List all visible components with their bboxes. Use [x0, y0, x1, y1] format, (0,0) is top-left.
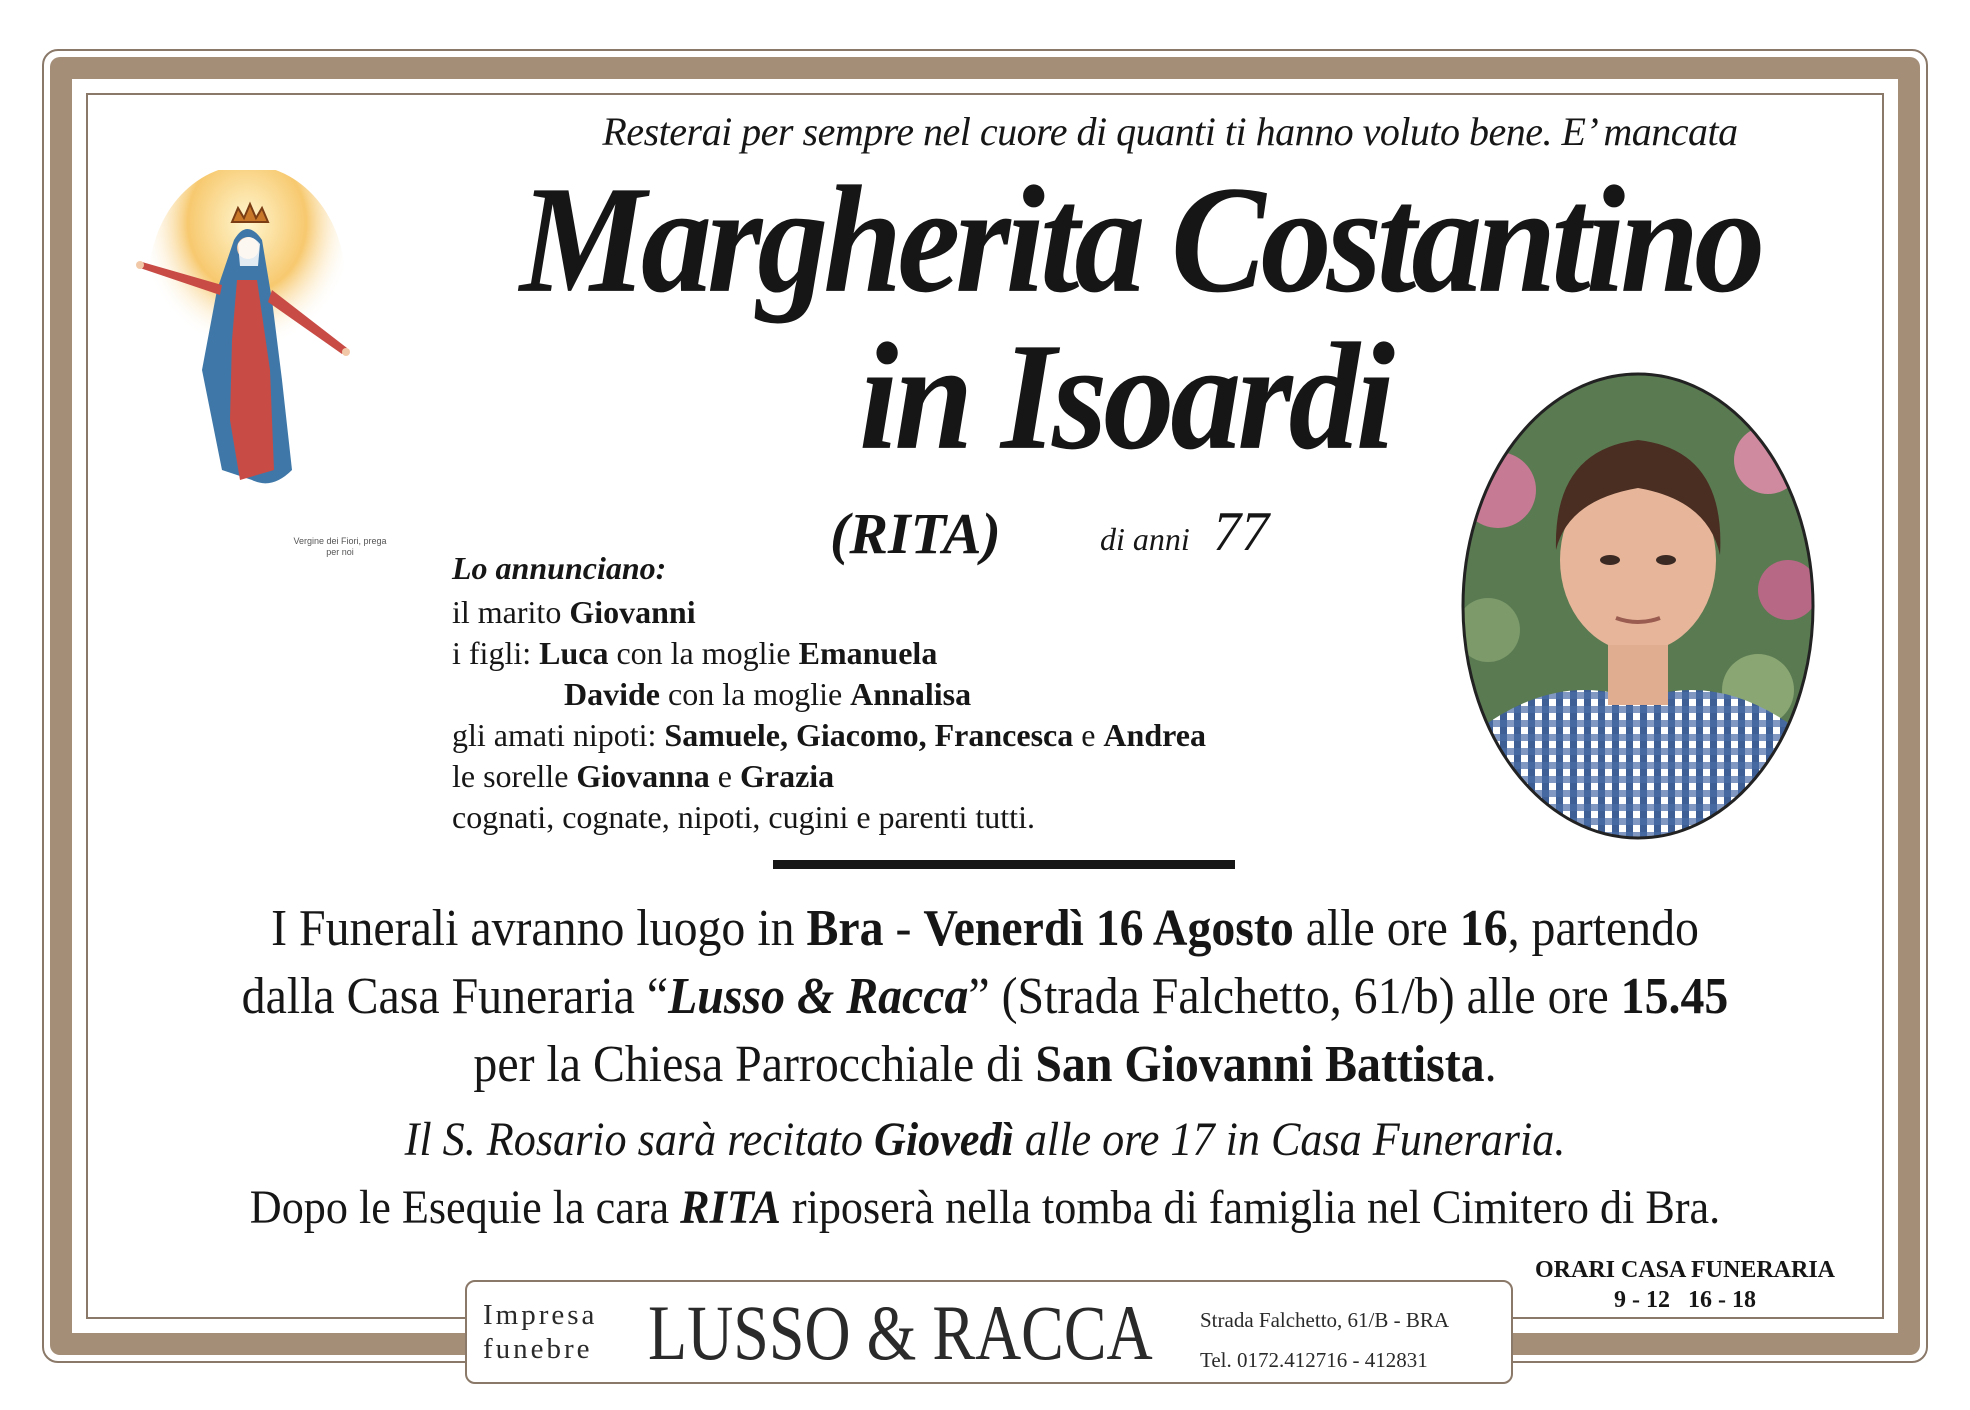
company-contact — [1200, 1300, 1449, 1380]
hours-values: 9 - 12 16 - 18 — [1614, 1287, 1756, 1313]
announcement-line: le sorelle Giovanna e Grazia — [452, 758, 835, 794]
company-phone: Tel. 0172.412716 - 412831 — [1200, 1348, 1428, 1372]
announcement-line: gli amati nipoti: Samuele, Giacomo, Francesca e Andrea — [452, 717, 1206, 753]
announcement-line: il marito Giovanni — [452, 594, 696, 630]
announcement-line: i figli: Luca con la moglie Emanuela — [452, 635, 938, 671]
image-caption: Vergine dei Fiori, prega per noi — [293, 536, 387, 557]
madonna-image — [122, 170, 372, 530]
announcement-line: cognati, cognate, nipoti, cugini e parenti tutti. — [452, 799, 1035, 835]
funeral-line-2: dalla Casa Funeraria “Lusso & Racca” (Strada Falchetto, 61/b) alle ore 15.45 — [241, 968, 1729, 1025]
deceased-name: Margherita Costantino — [519, 153, 1761, 325]
nickname: (RITA) — [830, 501, 1001, 566]
burial-notice: Dopo le Esequie la cara RITA riposerà nella tomba di famiglia nel Cimitero di Bra. — [249, 1181, 1721, 1234]
announcement-list — [452, 592, 1206, 838]
company-type: Impresa funebre — [483, 1299, 598, 1365]
rosary-notice: Il S. Rosario sarà recitato Giovedì alle ore 17 in Casa Funeraria. — [404, 1113, 1566, 1166]
company-brand: LUSSO & RACCA — [648, 1289, 1153, 1376]
married-name: in Isoardi — [858, 310, 1392, 482]
intro-text: Resterai per sempre nel cuore di quanti ti hanno voluto bene. E’ mancata — [602, 109, 1738, 154]
divider-rule — [773, 860, 1235, 869]
age-value: 77 — [1213, 501, 1269, 563]
funeral-line-3: per la Chiesa Parrocchiale di San Giovanni Battista. — [473, 1036, 1497, 1093]
funeral-line-1: I Funerali avranno luogo in Bra - Venerdì 16 Agosto alle ore 16, partendo — [271, 900, 1699, 957]
funeral-home-hours — [1510, 1255, 1860, 1315]
funeral-details — [171, 895, 1799, 1099]
company-address: Strada Falchetto, 61/B - BRA — [1200, 1308, 1450, 1332]
announcement-title: Lo annunciano: — [452, 550, 667, 586]
announcement-line: Davide con la moglie Annalisa — [564, 676, 972, 712]
age-label: di anni — [1100, 521, 1190, 557]
hours-title: ORARI CASA FUNERARIA — [1534, 1257, 1836, 1283]
